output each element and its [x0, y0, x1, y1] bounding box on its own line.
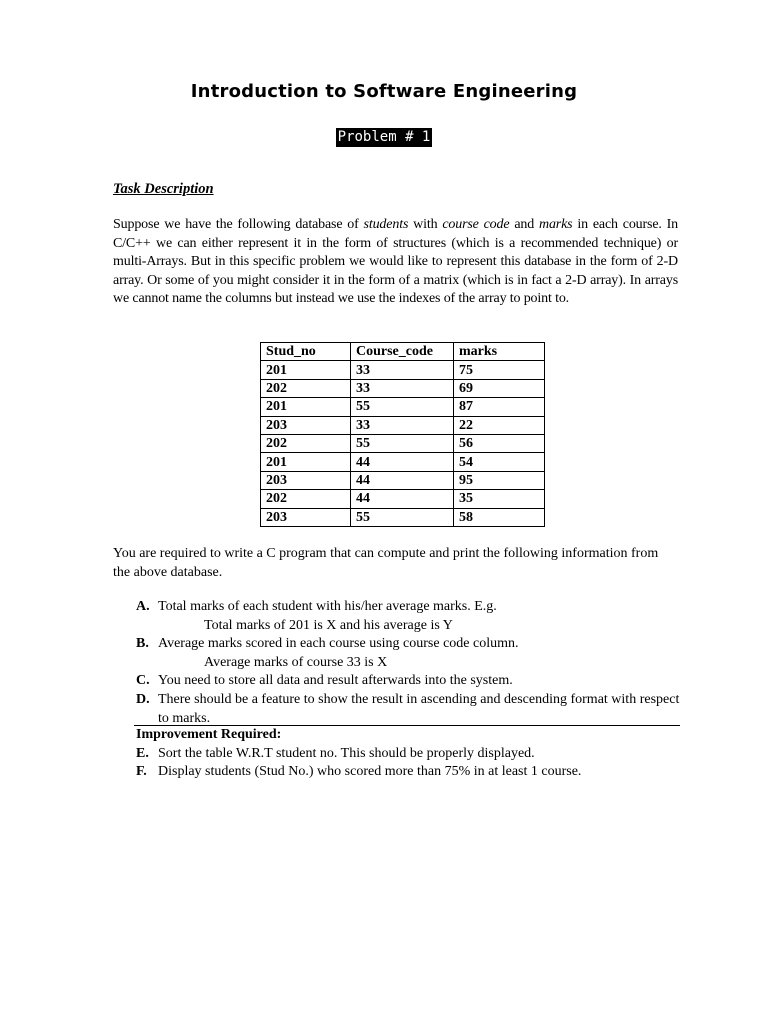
- list-item-text: Average marks scored in each course using course code column.: [158, 636, 519, 652]
- table-row: [261, 471, 545, 489]
- cell-stud-no: 203: [261, 508, 351, 526]
- list-item-text: You need to store all data and result afterwards into the system.: [158, 673, 513, 689]
- cell-course-code: 33: [351, 416, 454, 434]
- list-item-example: Total marks of 201 is X and his average is Y: [204, 617, 453, 633]
- cell-course-code: 55: [351, 398, 454, 416]
- list-item: [136, 598, 681, 617]
- list-item: [136, 745, 681, 764]
- cell-stud-no: 202: [261, 490, 351, 508]
- requirement-paragraph: You are required to write a C program that can compute and print the following information from the above database.: [113, 546, 659, 580]
- cell-marks: 22: [454, 416, 545, 434]
- table-body: [261, 361, 545, 527]
- list-item-text: Sort the table W.R.T student no. This should be properly displayed.: [158, 745, 535, 761]
- cell-marks: 54: [454, 453, 545, 471]
- list-item-text: Display students (Stud No.) who scored more than 75% in at least 1 course.: [158, 764, 582, 780]
- intro-segment: in each course. In C/C++ we can either represent it in the form of structures (which is a recommended technique) or multi-Arrays. But in this specific problem we would like to represent this database in the form of 2-D array. Or some of you might consider it in the form of a matrix (which is in fact a 2-D array). In arrays we cannot name the columns but instead we use the indexes of the array to point to.: [113, 217, 678, 307]
- cell-marks: 35: [454, 490, 545, 508]
- list-item-example: Average marks of course 33 is X: [204, 654, 388, 670]
- cell-stud-no: 201: [261, 398, 351, 416]
- list-item: [136, 635, 681, 654]
- cell-stud-no: 203: [261, 416, 351, 434]
- cell-course-code: 44: [351, 453, 454, 471]
- cell-course-code: 55: [351, 434, 454, 452]
- problem-label: Problem # 1: [337, 129, 431, 145]
- cell-stud-no: 203: [261, 471, 351, 489]
- cell-marks: 56: [454, 434, 545, 452]
- list-item-letter: A.: [136, 599, 150, 614]
- list-item: [136, 763, 681, 782]
- intro-segment: Suppose we have the following database of: [113, 217, 364, 232]
- table-row: [261, 490, 545, 508]
- improvement-heading: Improvement Required:: [136, 727, 282, 742]
- intro-segment: with: [408, 217, 443, 232]
- list-item-text: There should be a feature to show the result in ascending and descending format with respect to marks.: [158, 691, 680, 726]
- table-header-row: [261, 343, 545, 361]
- cell-marks: 69: [454, 379, 545, 397]
- cell-stud-no: 201: [261, 361, 351, 379]
- list-item-letter: B.: [136, 636, 149, 652]
- list-item-letter: C.: [136, 673, 150, 689]
- student-database-table: [260, 342, 545, 527]
- table-row: [261, 453, 545, 471]
- header-course-code: Course_code: [351, 343, 454, 361]
- document-title: Introduction to Software Engineering: [190, 81, 578, 102]
- cell-marks: 87: [454, 398, 545, 416]
- table-row: [261, 508, 545, 526]
- improvement-section: [136, 726, 681, 782]
- table-row: [261, 361, 545, 379]
- requirements-list: [136, 598, 681, 728]
- table-row: [261, 398, 545, 416]
- problem-label-wrap: [0, 128, 768, 147]
- table-row: [261, 416, 545, 434]
- cell-course-code: 33: [351, 379, 454, 397]
- header-marks: marks: [454, 343, 545, 361]
- intro-emphasis-course-code: course code: [442, 217, 510, 232]
- task-intro-paragraph: [113, 216, 678, 309]
- task-description-heading: Task Description: [113, 181, 214, 197]
- cell-course-code: 44: [351, 471, 454, 489]
- table-row: [261, 379, 545, 397]
- intro-emphasis-students: students: [363, 217, 409, 232]
- intro-emphasis-marks: marks: [538, 217, 573, 232]
- cell-course-code: 33: [351, 361, 454, 379]
- intro-segment: and: [509, 217, 539, 232]
- list-item-text: Total marks of each student with his/her average marks. E.g.: [158, 599, 497, 614]
- cell-course-code: 55: [351, 508, 454, 526]
- header-stud-no: Stud_no: [261, 343, 351, 361]
- cell-marks: 75: [454, 361, 545, 379]
- list-item-letter: D.: [136, 691, 150, 707]
- list-item: [136, 691, 681, 728]
- list-item: [136, 672, 681, 691]
- cell-course-code: 44: [351, 490, 454, 508]
- cell-stud-no: 202: [261, 379, 351, 397]
- cell-marks: 95: [454, 471, 545, 489]
- cell-stud-no: 201: [261, 453, 351, 471]
- cell-stud-no: 202: [261, 434, 351, 452]
- table-row: [261, 434, 545, 452]
- cell-marks: 58: [454, 508, 545, 526]
- list-item-letter: F.: [136, 764, 147, 780]
- list-item-letter: E.: [136, 745, 149, 761]
